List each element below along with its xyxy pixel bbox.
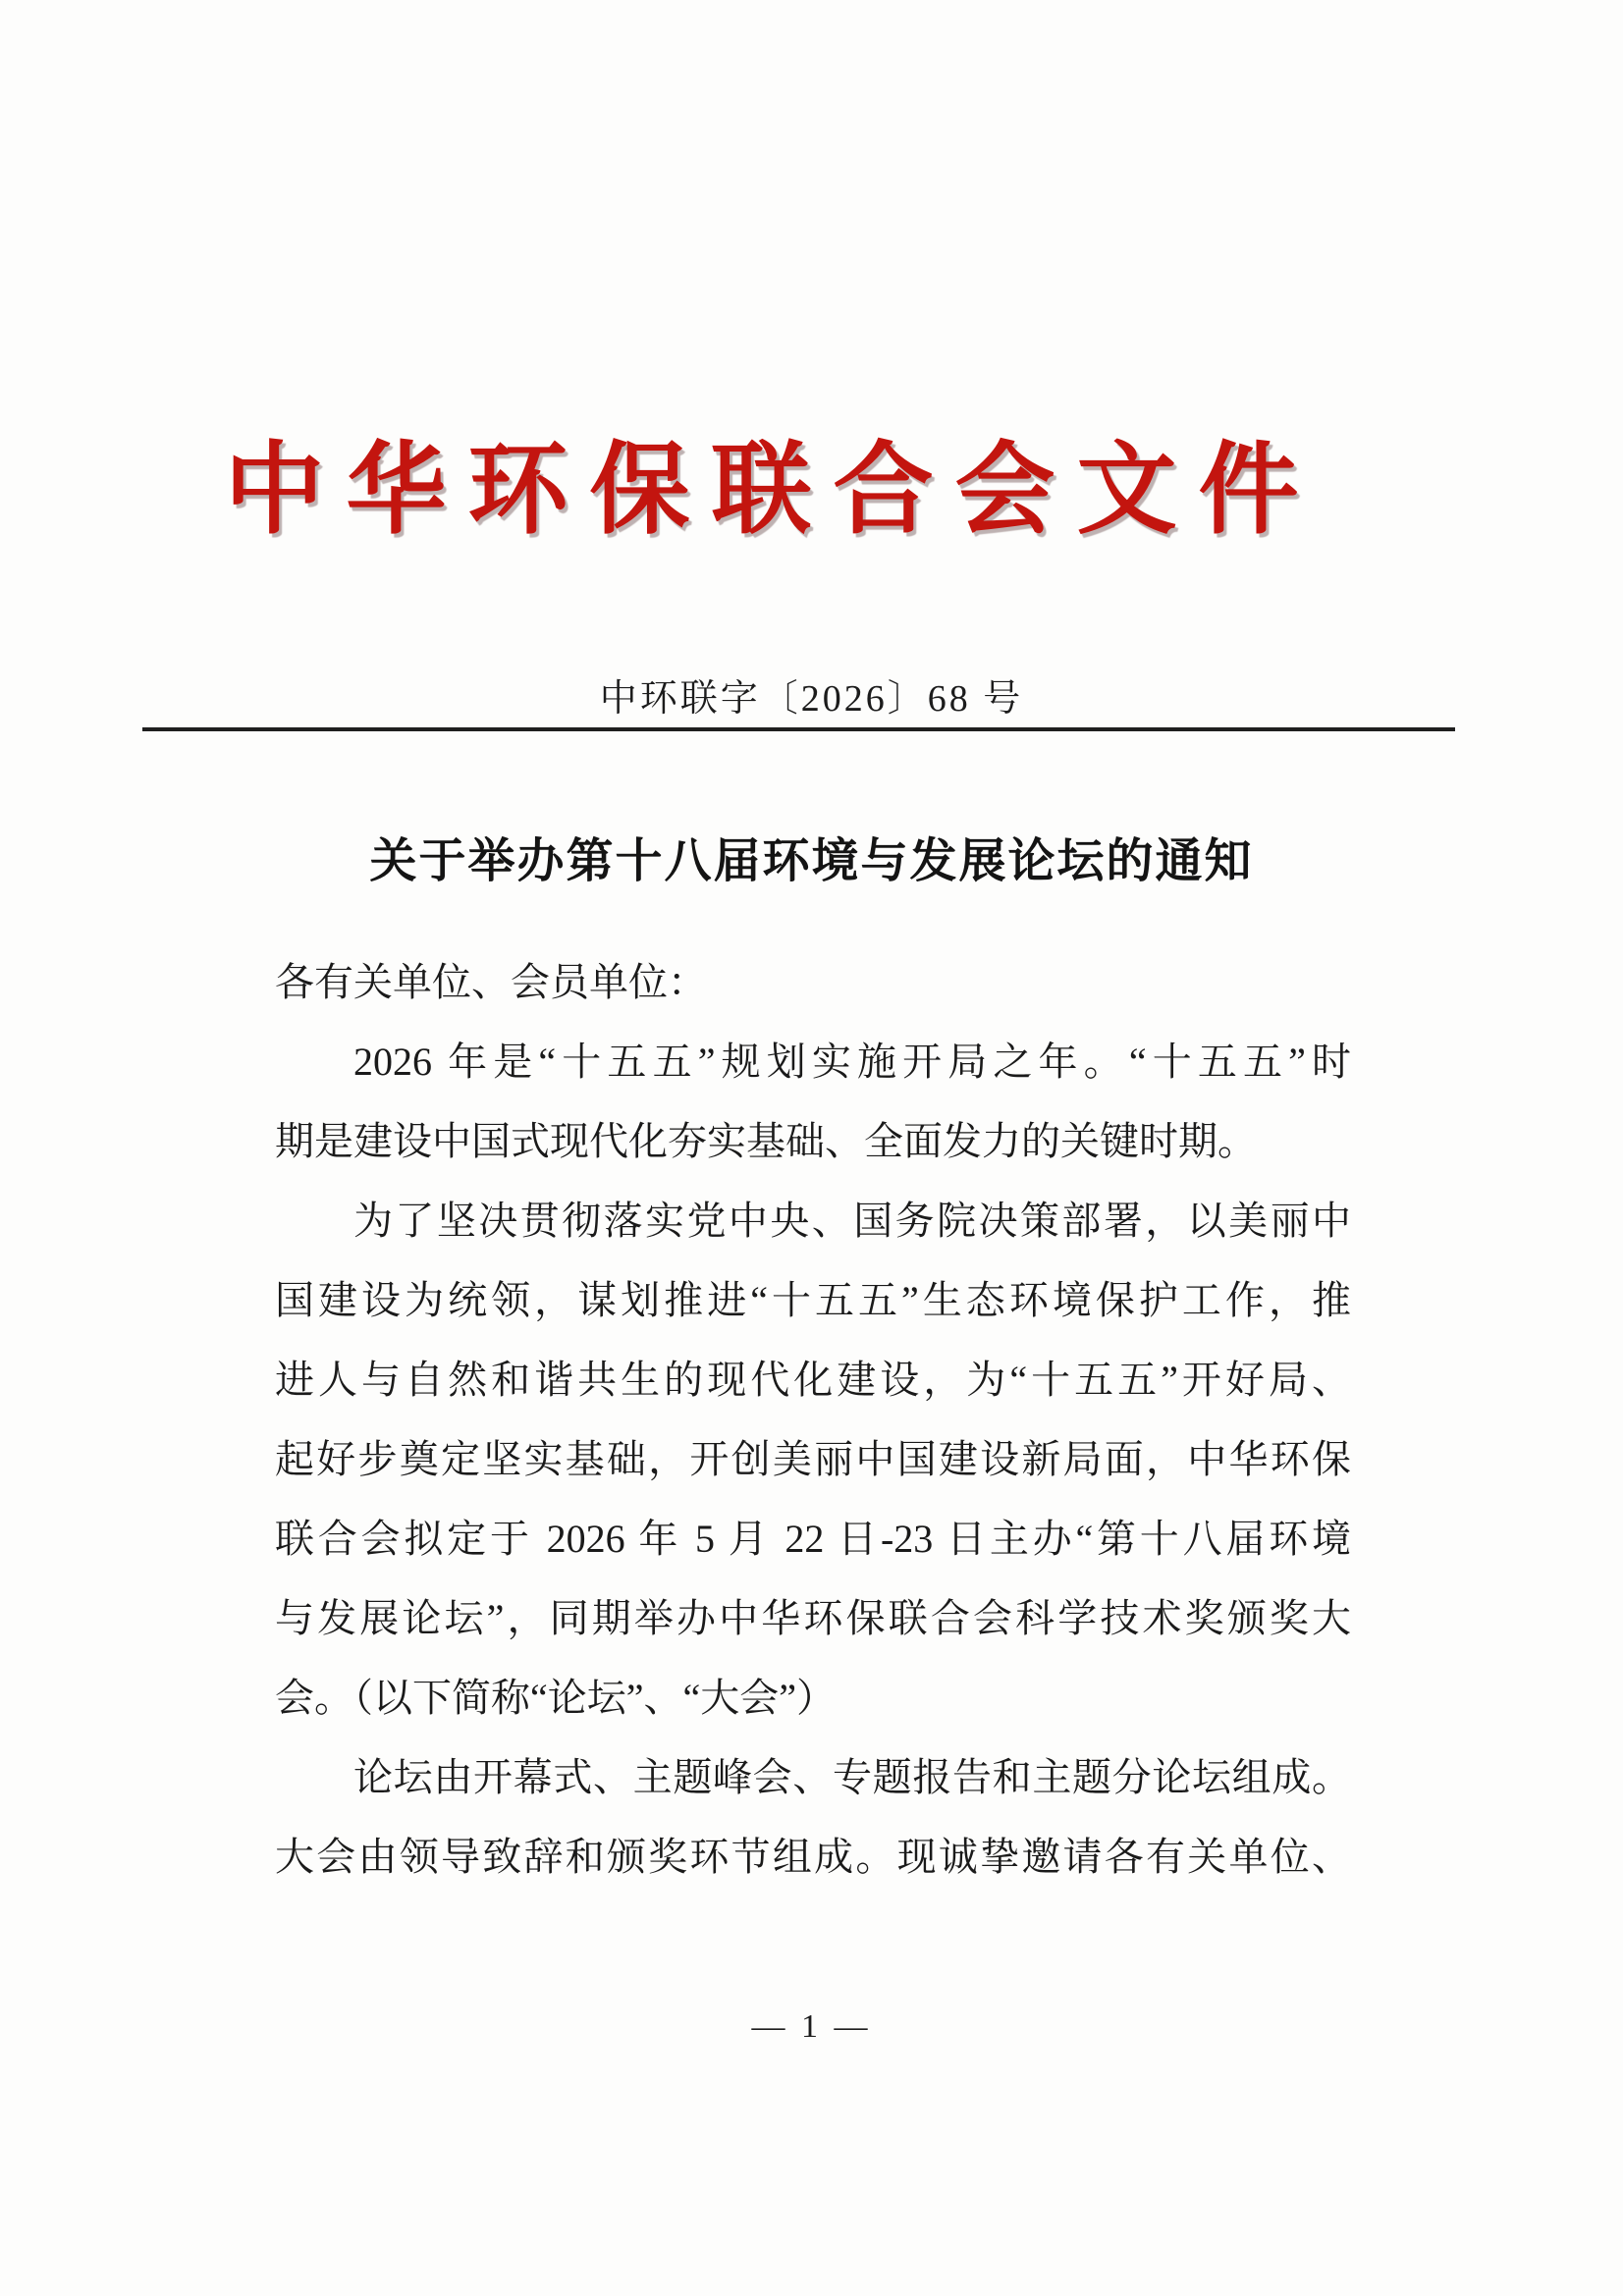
document-number: 中环联字〔2026〕68 号: [599, 678, 1024, 720]
body-line: 期是建设中国式现代化夯实基础、全面发力的关键时期。: [275, 1119, 1257, 1163]
body-line: 起好步奠定坚实基础，开创美丽中国建设新局面，中华环保: [275, 1437, 1351, 1481]
body-line: 与发展论坛”，同期举办中华环保联合会科学技术奖颁奖大: [275, 1596, 1351, 1640]
page-number: — 1 —: [751, 2008, 872, 2045]
notice-title: 关于举办第十八届环境与发展论坛的通知: [369, 835, 1254, 887]
body-line: 会。（以下简称“论坛”、“大会”）: [275, 1676, 837, 1720]
body-line: 论坛由开幕式、主题峰会、专题报告和主题分论坛组成。: [353, 1755, 1351, 1799]
body-line: 联合会拟定于 2026 年 5 月 22 日-23 日主办“第十八届环境: [275, 1517, 1351, 1561]
body-line: 2026 年是“十五五”规划实施开局之年。“十五五”时: [353, 1040, 1351, 1084]
letterhead-banner: 中华环保联合会文件: [224, 436, 1321, 547]
body-text: [275, 942, 1351, 1896]
separator-rule: [142, 727, 1455, 731]
body-line: 进人与自然和谐共生的现代化建设，为“十五五”开好局、: [275, 1358, 1351, 1402]
body-line: 为了坚决贯彻落实党中央、国务院决策部署，以美丽中: [353, 1199, 1351, 1243]
body-line: 国建设为统领，谋划推进“十五五”生态环境保护工作，推: [275, 1278, 1351, 1322]
body-line: 大会由领导致辞和颁奖环节组成。现诚挚邀请各有关单位、: [275, 1835, 1351, 1879]
salutation-line: 各有关单位、会员单位：: [275, 960, 707, 1004]
